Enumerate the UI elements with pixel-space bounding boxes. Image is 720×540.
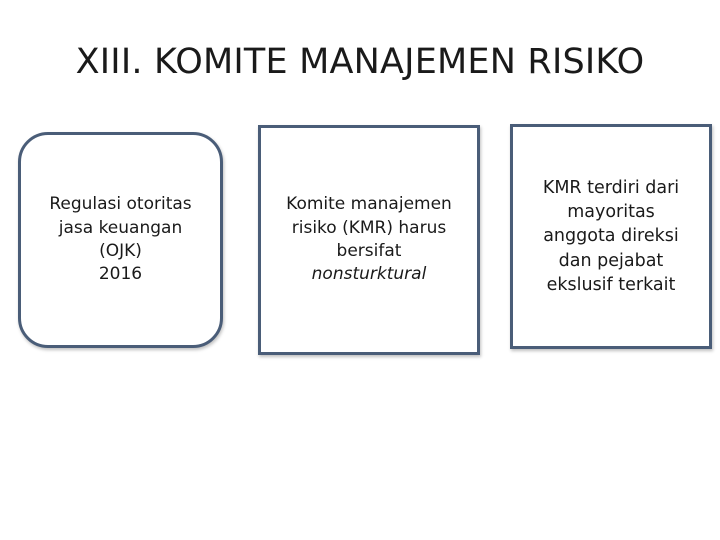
box-line: dan pejabat — [558, 250, 664, 271]
box-line: 2016 — [98, 264, 143, 285]
box-kmr-composition — [510, 124, 712, 349]
slide-title: XIII. KOMITE MANAJEMEN RISIKO — [75, 42, 645, 82]
box-line-italic: nonsturktural — [311, 264, 427, 285]
box-line: anggota direksi — [543, 226, 679, 247]
box-ojk-regulation — [18, 132, 223, 348]
box-kmr-composition-text — [543, 176, 679, 297]
box-line: (OJK) — [99, 241, 142, 261]
box-line: bersifat — [336, 241, 402, 261]
box-kmr-nonstructural — [258, 125, 480, 355]
box-kmr-nonstructural-text — [286, 193, 452, 287]
box-line: Regulasi otoritas — [49, 194, 192, 215]
box-line: jasa keuangan — [58, 217, 183, 238]
box-line: KMR terdiri dari — [542, 178, 680, 199]
box-ojk-regulation-text — [49, 193, 191, 287]
box-line: Komite manajemen — [286, 194, 452, 215]
box-line: risiko (KMR) harus — [291, 217, 447, 238]
box-line: ekslusif terkait — [546, 274, 676, 295]
box-line: mayoritas — [567, 202, 655, 223]
